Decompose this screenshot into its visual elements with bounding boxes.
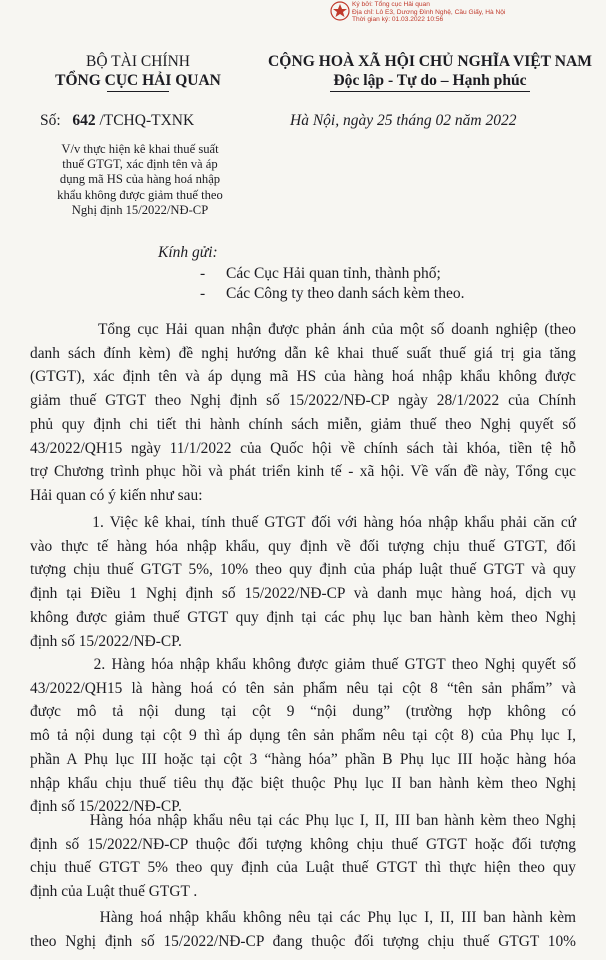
nation-name: CỘNG HOÀ XÃ HỘI CHỦ NGHĨA VIỆT NAM [268,53,592,70]
paragraph-line: Hàng hoá nhập khẩu không nêu tại các Phụ lục I, II, III ban hành kèm [30,909,576,926]
document-number [40,112,194,130]
paragraph-line: định số 15/2022/NĐ-CP thuộc đối tượng không chịu thuế GTGT hoặc đối tượng [30,835,576,853]
number-suffix: /TCHQ-TXNK [99,112,195,129]
paragraph-line: định số 15/2022/NĐ-CP. [30,798,182,816]
issuer-header [38,52,238,92]
department-name: TỔNG CỤC HẢI QUAN [55,72,221,89]
paragraph-line: 1. Việc kê khai, tính thuế GTGT đối với hàng hóa nhập khẩu phải căn cứ [30,514,576,531]
paragraph-non-annex [30,906,576,953]
paragraph-line: phần A Phụ lục III hoặc tại cột 3 “hàng hóa” phần B Phụ lục III hoặc hàng hóa [30,750,576,768]
number-value: 642 [72,112,96,129]
paragraph-point-1 [30,511,576,653]
paragraph-line: nhập khẩu chịu thuế tiêu thụ đặc biệt thuộc Phụ lục II ban hành kèm theo Nghị [30,774,576,792]
paragraph-point-2 [30,653,576,819]
paragraph-intro [30,318,576,508]
national-motto: Độc lập - Tự do – Hạnh phúc [333,72,527,89]
signature-signed-by: Ký bởi: Tổng cục Hải quan [352,1,430,8]
signature-time: Thời gian ký: 01.03.2022 10:56 [352,16,444,24]
paragraph-line: định số 15/2022/NĐ-CP. [30,632,182,650]
paragraph-line: chịu thuế GTGT 5% theo quy định của Luật thuế GTGT thì thực hiện theo quy [30,859,576,877]
paragraph-line: 43/2022/QH15 là hàng hoá có tên sản phẩm nêu tại cột 8 “tên sản phẩm” và [30,679,576,697]
paragraph-line: theo Nghị định số 15/2022/NĐ-CP đang thuộc đối tượng chịu thuế GTGT 10% [30,932,576,950]
paragraph-line: danh sách đính kèm) đề nghị hướng dẫn kê khai thuế suất thuế giá trị gia tăng [30,344,576,362]
paragraph-line: được mô tả nội dung tại cột 9 “nội dung” (trường hợp không có [30,703,576,721]
paragraph-line: Hải quan có ý kiến như sau: [30,486,203,504]
subject-line: dụng mã HS của hàng hoá nhập [59,172,221,187]
recipient-list [200,264,464,304]
signature-address: Địa chỉ: Lô E3, Dương Đình Nghệ, Cầu Giấy, Hà Nội [352,8,506,16]
paragraph-line: Tổng cục Hải quan nhận được phản ánh của một số doanh nghiệp (theo [30,321,576,338]
paragraph-line: định của Luật thuế GTGT . [30,883,198,901]
paragraph-line: định tại Điều 1 Nghị định số 15/2022/NĐ-CP và danh mục hàng hoá, dịch vụ [30,585,576,603]
paragraph-line: trợ Chương trình phục hồi và phát triển kinh tế - xã hội. Về vấn đề này, Tổng cục [30,463,576,481]
subject-line: Nghị định 15/2022/NĐ-CP [71,202,209,217]
digital-signature-block [330,0,606,24]
paragraph-line: không được giảm thuế GTGT quy định tại các phụ lục ban hành kèm theo Nghị [30,608,576,626]
ministry-name: BỘ TÀI CHÍNH [86,53,190,70]
number-label: Số: [40,112,61,129]
paragraph-line: 2. Hàng hóa nhập khẩu không được giảm thuế GTGT theo Nghị quyết số [30,656,576,673]
greeting: Kính gửi: [158,244,218,261]
recipient-text: Các Cục Hải quan tỉnh, thành phố; [226,265,441,282]
header-rule-left [107,91,169,92]
subject-block [28,142,252,218]
recipient-dash: - [200,265,206,282]
subject-line: khẩu không được giảm thuế theo [57,187,223,202]
recipient-dash: - [200,285,206,302]
recipient-item [200,264,464,284]
paragraph-line: 43/2022/QH15 ngày 11/1/2022 của Quốc hội về chính sách tài khóa, tiền tệ hỗ [30,439,576,457]
recipient-item [200,284,464,304]
issue-date: Hà Nội, ngày 25 tháng 02 năm 2022 [290,112,517,129]
paragraph-line: mô tả nội dung tại cột 9 thì áp dụng tên sản phẩm nêu tại cột 8) của Phụ lục I, [30,727,576,745]
header-rule-right [330,91,530,92]
signature-seal-icon [330,0,350,22]
recipient-text: Các Công ty theo danh sách kèm theo. [226,285,465,302]
subject-line: V/v thực hiện kê khai thuế suất [61,142,219,156]
paragraph-line: giảm thuế GTGT theo Nghị định số 15/2022/NĐ-CP ngày 28/1/2022 của Chính [30,392,576,410]
paragraph-line: tượng chịu thuế GTGT 5%, 10% theo quy định của pháp luật thuế GTGT và quy [30,561,576,579]
paragraph-line: vào thực tế hàng hóa nhập khẩu, quy định về đối tượng chịu thuế GTGT, đối [30,537,576,555]
paragraph-annex-scope [30,809,576,904]
national-header [268,52,592,92]
subject-line: thuế GTGT, xác định tên và áp [62,157,218,172]
paragraph-line: Hàng hóa nhập khẩu nêu tại các Phụ lục I, II, III ban hành kèm theo Nghị [30,812,576,829]
paragraph-line: (GTGT), xác định tên và áp dụng mã HS của hàng hoá nhập khẩu không được [30,368,576,386]
paragraph-line: phủ quy định chi tiết thi hành chính sách miễn, giảm thuế theo Nghị quyết số [30,415,576,433]
